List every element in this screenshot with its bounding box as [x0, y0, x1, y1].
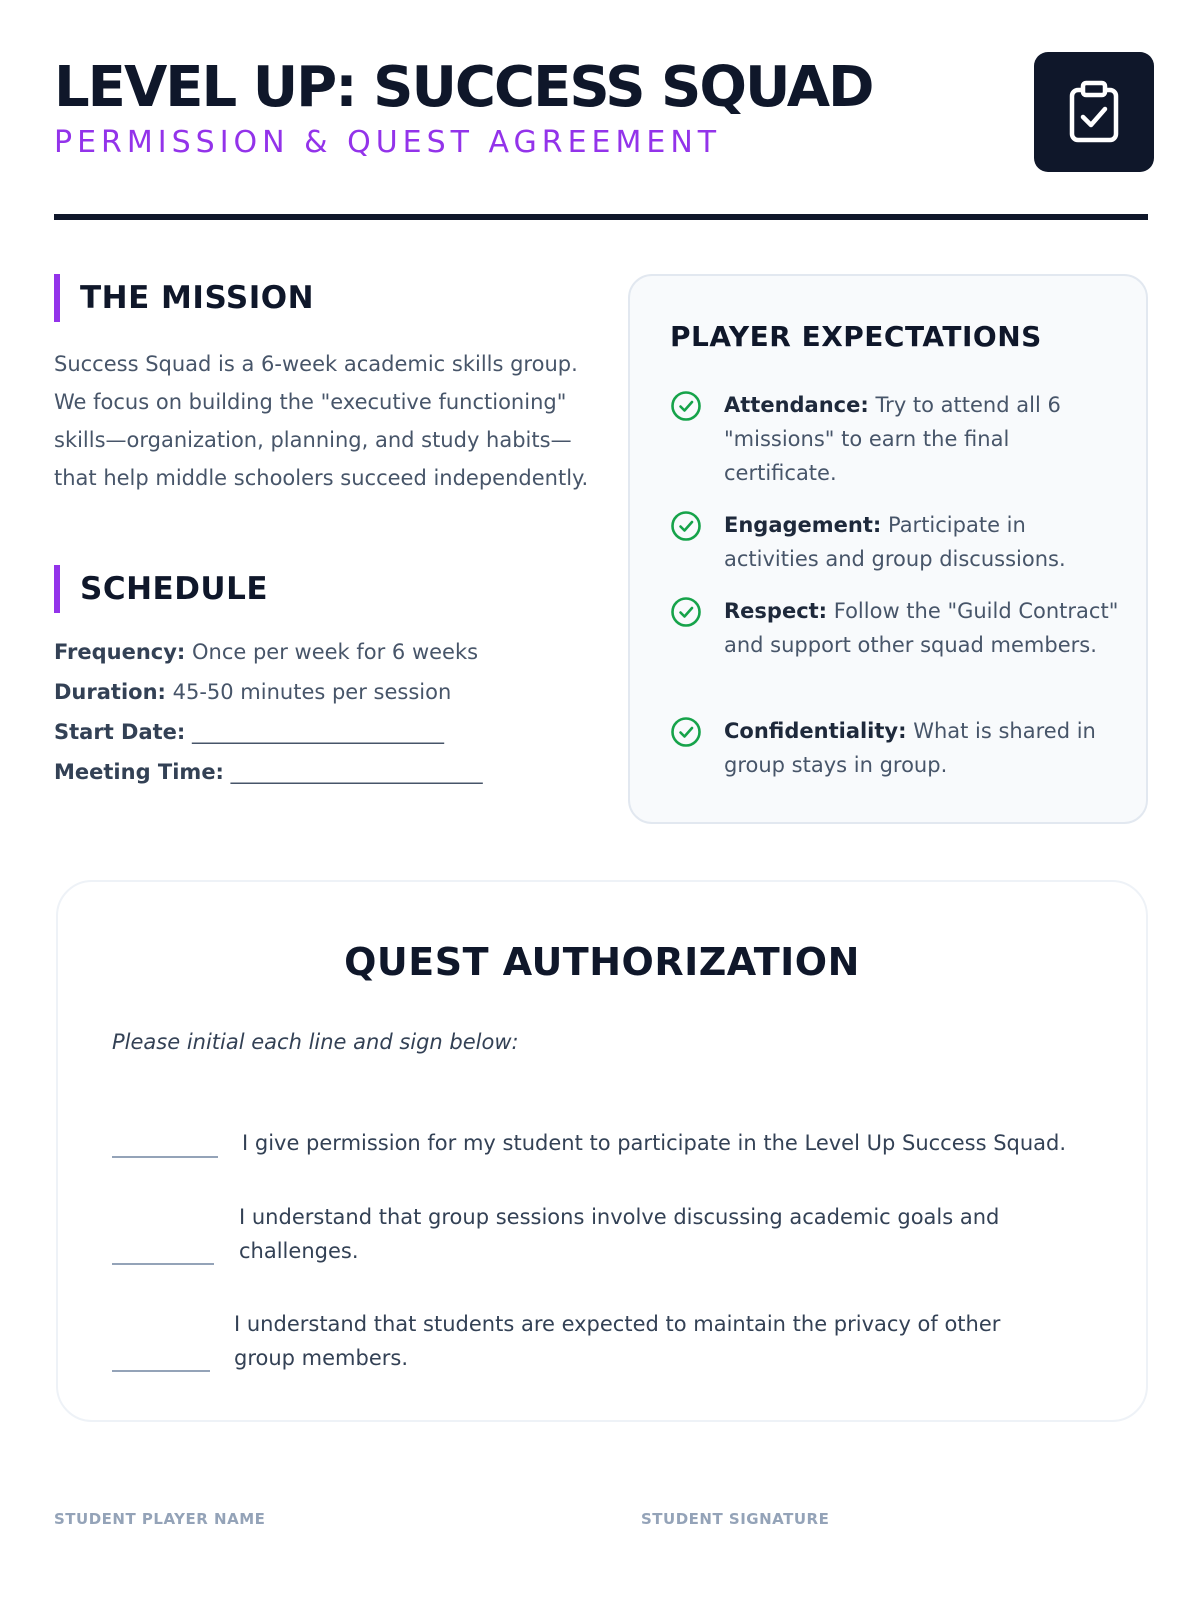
- schedule-duration: [54, 672, 594, 712]
- check-circle-icon: [670, 716, 702, 748]
- page-title: LEVEL UP: SUCCESS SQUAD: [54, 55, 873, 120]
- expectation-item-attendance: [670, 388, 1120, 490]
- expectations-heading: PLAYER EXPECTATIONS: [670, 320, 1042, 353]
- authorization-line: [112, 1307, 1092, 1375]
- schedule-value: Once per week for 6 weeks: [185, 640, 479, 664]
- expectations-card: [628, 274, 1148, 824]
- initial-field[interactable]: [112, 1263, 214, 1265]
- check-circle-icon: [670, 510, 702, 542]
- authorization-card: [56, 880, 1148, 1422]
- check-circle-icon: [670, 390, 702, 422]
- expectation-text: Follow the "Guild Contract" and support other squad members.: [724, 599, 1119, 657]
- schedule-label: Duration:: [54, 680, 166, 704]
- student-signature-label: STUDENT SIGNATURE: [641, 1510, 830, 1528]
- expectation-item-respect: [670, 594, 1120, 662]
- clipboard-check-icon: [1066, 80, 1122, 144]
- schedule-label: Meeting Time:: [54, 760, 224, 784]
- schedule-list: [54, 632, 594, 792]
- expectation-label: Respect:: [724, 599, 828, 623]
- expectation-text: Participate in activities and group discussions.: [724, 513, 1066, 571]
- initial-field[interactable]: [112, 1156, 218, 1158]
- expectation-label: Attendance:: [724, 393, 869, 417]
- authorization-statement: I understand that group sessions involve discussing academic goals and challenges.: [239, 1205, 1000, 1263]
- authorization-statement: I understand that students are expected to maintain the privacy of other group members.: [234, 1312, 1001, 1370]
- expectation-label: Confidentiality:: [724, 719, 907, 743]
- schedule-label: Start Date:: [54, 720, 186, 744]
- schedule-label: Frequency:: [54, 640, 186, 664]
- authorization-heading: QUEST AUTHORIZATION: [344, 940, 860, 984]
- expectation-text: Try to attend all 6 "missions" to earn the final certificate.: [724, 393, 1061, 485]
- expectation-label: Engagement:: [724, 513, 882, 537]
- expectation-text: What is shared in group stays in group.: [724, 719, 1096, 777]
- header-divider: [54, 214, 1148, 220]
- student-name-label: STUDENT PLAYER NAME: [54, 1510, 266, 1528]
- start-date-field[interactable]: ________________________: [185, 720, 445, 744]
- page-subtitle: PERMISSION & QUEST AGREEMENT: [54, 125, 722, 160]
- check-circle-icon: [670, 596, 702, 628]
- meeting-time-field[interactable]: ________________________: [223, 760, 483, 784]
- initial-field[interactable]: [112, 1370, 210, 1372]
- authorization-line: [112, 1126, 1092, 1160]
- expectation-item-engagement: [670, 508, 1120, 576]
- authorization-statement: I give permission for my student to participate in the Level Up Success Squad.: [242, 1131, 1067, 1155]
- expectation-item-confidentiality: [670, 714, 1120, 782]
- schedule-meeting-time[interactable]: [54, 752, 594, 792]
- schedule-heading: SCHEDULE: [54, 565, 268, 613]
- mission-heading: THE MISSION: [54, 274, 314, 322]
- header-badge: [1034, 52, 1154, 172]
- authorization-line: [112, 1200, 1092, 1268]
- schedule-value: 45-50 minutes per session: [165, 680, 452, 704]
- schedule-frequency: [54, 632, 594, 672]
- authorization-instruction: Please initial each line and sign below:: [112, 1030, 519, 1054]
- mission-text: Success Squad is a 6-week academic skills group. We focus on building the "executive functioning" skills—organization, planning, and study habits—that help middle schoolers succeed independently.: [54, 352, 589, 490]
- page-header: [54, 52, 1148, 182]
- schedule-start-date[interactable]: [54, 712, 594, 752]
